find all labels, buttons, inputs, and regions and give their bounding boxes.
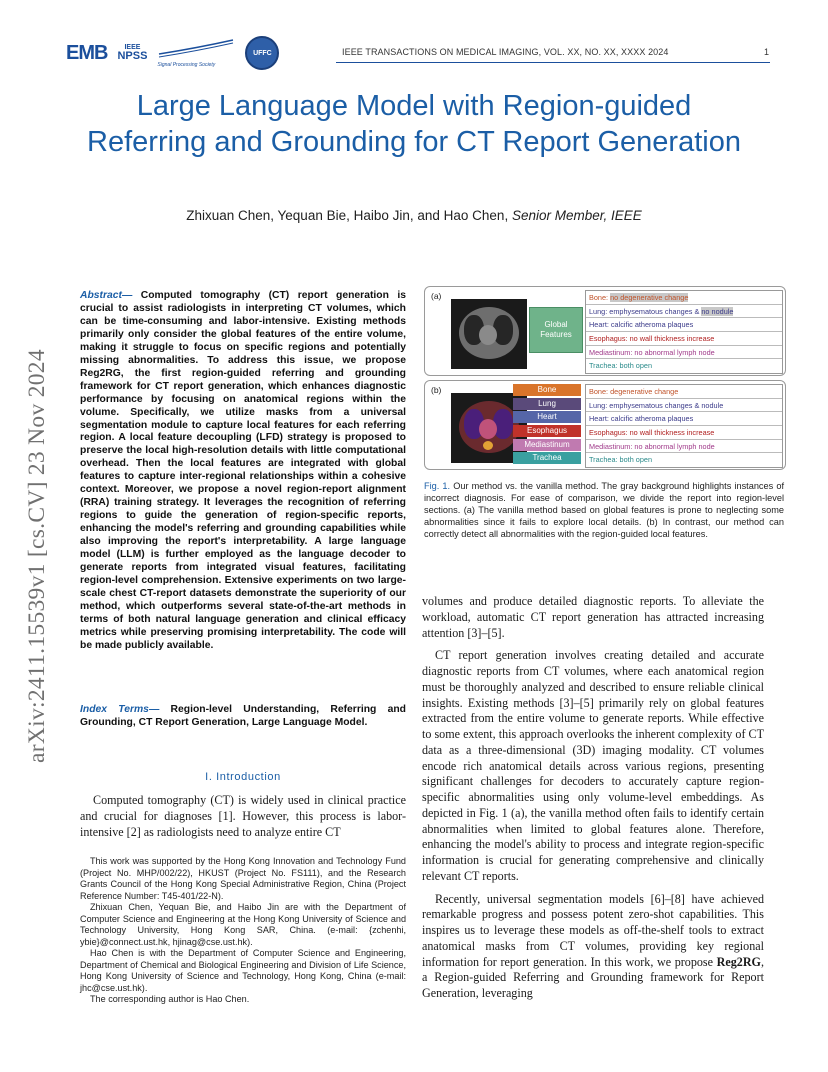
index-terms-text: Region-level Understanding, Referring and Grounding, CT Report Generation, Large Language Model. bbox=[80, 704, 406, 728]
reg2rg-report-line: Mediastinum: no abnormal lymph node bbox=[586, 440, 782, 454]
paragraph-continuation: volumes and produce detailed diagnostic reports. To alleviate the workload, automatic CT report generation has attracted increasing attention [3]–[5]. bbox=[422, 594, 764, 640]
reg2rg-report bbox=[585, 384, 783, 468]
vanilla-report-line: Bone: no degenerative change bbox=[586, 291, 782, 305]
index-terms-label: Index Terms— bbox=[80, 704, 160, 715]
arxiv-stamp: arXiv:2411.15539v1 [cs.CV] 23 Nov 2024 bbox=[24, 349, 50, 763]
reg2rg-report-line: Heart: calcific atheroma plaques bbox=[586, 412, 782, 426]
region-label-trachea: Trachea bbox=[513, 452, 581, 464]
figure-label: Fig. 1. bbox=[424, 481, 451, 491]
vanilla-report bbox=[585, 290, 783, 374]
page-number: 1 bbox=[764, 47, 770, 57]
vanilla-report-line: Trachea: both open bbox=[589, 361, 653, 371]
reg2rg-report-line: Trachea: both open bbox=[589, 455, 653, 465]
reg2rg-report-line: Lung: emphysematous changes & nodule bbox=[586, 399, 782, 413]
region-label-esophagus: Esophagus bbox=[513, 425, 581, 437]
panel-a-label: (a) bbox=[431, 291, 442, 301]
author-membership: Senior Member, IEEE bbox=[511, 208, 642, 223]
author-list bbox=[80, 208, 748, 223]
reg2rg-report-line: Esophagus: no wall thickness increase bbox=[586, 426, 782, 440]
global-features-box: Global Features bbox=[529, 307, 583, 353]
figure-panel-a bbox=[424, 286, 786, 376]
emb-logo: EMB bbox=[66, 41, 108, 64]
journal-header: IEEE TRANSACTIONS ON MEDICAL IMAGING, VOL. XX, NO. XX, XXXX 2024 bbox=[342, 47, 669, 57]
uffc-logo: UFFC bbox=[245, 36, 279, 70]
ct-slice-image bbox=[451, 299, 527, 369]
npss-logo: IEEE NPSS bbox=[117, 44, 148, 62]
right-column-text bbox=[422, 594, 764, 1009]
caption-text: Our method vs. the vanilla method. The gray background highlights instances of incorrect diagnosis. For ease of comparison, we divide the report into region-level sections. (a) The vanilla method based on global features is prone to neglecting some abnormalities since it fails to explore local details. (b) In contrast, our method can correctly detect all abnormalities with the region-guided local features. bbox=[424, 481, 785, 539]
footnote-affiliation-hao: Hao Chen is with the Department of Computer Science and Engineering, Department of Chemical and Biological Engineering and Division of Life Science, Hong Kong University of Science and Technology, Hong Kong, China (e-mail: jhc@cse.ust.hk). bbox=[80, 948, 406, 993]
figure-caption bbox=[424, 480, 784, 540]
region-label-mediastinum: Mediastinum bbox=[513, 439, 581, 451]
footnote-corresponding: The corresponding author is Hao Chen. bbox=[90, 994, 250, 1004]
region-label-bone: Bone bbox=[513, 384, 581, 396]
paragraph-ct-report: CT report generation involves creating detailed and accurate diagnostic reports from CT volumes, where each anatomical region must be thoroughly analyzed and described to ensure reliable clinical insights. Existing methods [3]–[5] primarily rely on global features extracted from the entire volume to generate reports. While effective to some extent, this approach overlooks the inherent complexity of CT data as a three-dimensional (3D) imaging modality. CT volumes encode rich anatomical details across various regions, presenting significant challenges for decoders to accurately capture region-specific abnormalities using only volume-level embeddings. As depicted in Fig. 1 (a), the vanilla method often fails to identify certain abnormalities when limited to global features alone. Therefore, enhancing the model's ability to process and integrate region-specific information is crucial for generating comprehensive and clinically relevant CT reports. bbox=[422, 648, 764, 883]
vanilla-report-line: Lung: emphysematous changes & no nodule bbox=[586, 305, 782, 319]
sps-logo: Signal Processing Society bbox=[157, 38, 235, 68]
paper-title: Large Language Model with Region-guided Referring and Grounding for CT Report Generation bbox=[87, 90, 741, 158]
vanilla-report-line: Heart: calcific atheroma plaques bbox=[586, 318, 782, 332]
vanilla-report-line: Mediastinum: no abnormal lymph node bbox=[586, 346, 782, 360]
section-heading: I. Introduction bbox=[205, 771, 281, 783]
header-logos bbox=[66, 36, 279, 70]
paragraph-proposal: Recently, universal segmentation models [6]–[8] have achieved remarkable progress and possess potent zero-shot capabilities. This inspires us to leverage these models as off-the-shelf tools to extract anatomical masks from CT volumes, providing key regional information for report generation. In this work, we propose Reg2RG, a Region-guided Referring and Grounding framework for Report Generation, leveraging bbox=[422, 891, 764, 1000]
footnotes bbox=[80, 856, 406, 1006]
method-name: Reg2RG bbox=[716, 954, 761, 969]
abstract-text: Computed tomography (CT) report generation is crucial to assist radiologists in interpreting CT volumes, which can be time-consuming and labor-intensive. Existing methods primarily only consider the global features of the entire volume, making it struggle to focus on specific regions and potentially missing abnormalities. To address this issue, we propose Reg2RG, the first region-guided referring and grounding framework for CT report generation, which enhances diagnostic performance by focusing on anatomical regions within the volume. Specifically, we utilize masks from a universal segmentation module to capture local features for each referring region. A local feature decoupling (LFD) strategy is proposed to preserve the local high-resolution details with little computational overhead. Then the local features are integrated with global features to capture inter-regional relationships within a cohesive context. Moreover, we propose a novel region-report alignment (RRA) training strategy. It leverages the recognition of referring regions to guide the generation of region-specific reports, enhancing the model's referring and grounding capabilities while also improving the report's interpretability. A large language model (LLM) is further employed as the language decoder to generate reports from integrated visual features, facilitating region-level comprehension. Extensive experiments on two large-scale chest CT-report datasets demonstrate the superiority of our method, which outperforms several state-of-the-art methods in terms of both natural language generation and clinical efficacy metrics while preserving promising interpretability. The code will be made publicly available. bbox=[80, 290, 406, 651]
figure-panel-b bbox=[424, 380, 786, 470]
index-terms bbox=[80, 704, 406, 730]
abstract-label: Abstract— bbox=[80, 290, 133, 301]
region-label-lung: Lung bbox=[513, 398, 581, 410]
sps-wing-icon bbox=[157, 38, 235, 60]
footnote-funding: This work was supported by the Hong Kong Innovation and Technology Fund (Project No. MHP/002/22), HKUST (Project No. FS111), and the Research Grants Council of the Hong Kong Special Administrative Region, China (Project Reference Number: T45-401/22-N). bbox=[80, 856, 406, 901]
header-rule bbox=[336, 62, 770, 63]
panel-b-label: (b) bbox=[431, 385, 442, 395]
reg2rg-report-line: Bone: degenerative change bbox=[586, 385, 782, 399]
abstract bbox=[80, 290, 406, 653]
vanilla-report-line: Esophagus: no wall thickness increase bbox=[586, 332, 782, 346]
footnote-affiliation: Zhixuan Chen, Yequan Bie, and Haibo Jin are with the Department of Computer Science and Engineering at the Hong Kong University of Science and Technology University, Hong Kong SAR, China. (e-mail: {zchenhi, ybie}@connect.ust.hk, hjinag@cse.ust.hk). bbox=[80, 902, 406, 947]
intro-paragraph: Computed tomography (CT) is widely used in clinical practice and crucial for diagnoses [1]. However, this process is labor-intensive [2] as radiologists need to analyze entire CT bbox=[80, 793, 406, 839]
author-names: Zhixuan Chen, Yequan Bie, Haibo Jin, and Hao Chen, bbox=[186, 208, 509, 223]
region-label-heart: Heart bbox=[513, 411, 581, 423]
